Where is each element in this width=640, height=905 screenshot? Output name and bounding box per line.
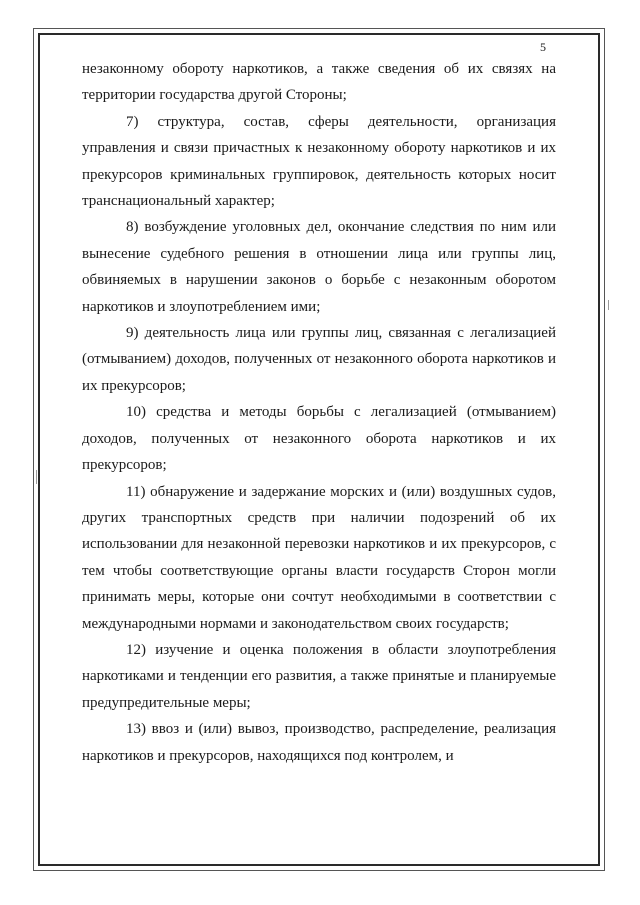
paragraph-item-9: 9) деятельность лица или группы лиц, связанная с легализацией (отмыванием) доходов, полученных от незаконного оборота наркотиков и их прекурсоров; <box>82 325 556 394</box>
paragraph-item-12: 12) изучение и оценка положения в области злоупотребления наркотиками и тенденции его развития, а также принятые и планируемые предупредительные меры; <box>82 641 556 711</box>
paragraph-item-10: 10) средства и методы борьбы с легализацией (отмыванием) доходов, полученных от незаконного оборота наркотиков и их прекурсоров; <box>82 404 556 474</box>
paragraph-item-11: 11) обнаружение и задержание морских и (или) воздушных судов, других транспортных средств при наличии подозрений об их использовании для незаконной перевозки наркотиков и их прекурсоров, с тем чтобы соответствующие органы власти государств Сторон могли принимать меры, которые они сочтут необходимыми в соответствии с международными нормами и законодательством своих государств; <box>82 483 556 632</box>
paragraph-continuation: незаконному обороту наркотиков, а также сведения об их связях на территории государства другой Стороны; <box>82 61 556 104</box>
document-body <box>82 56 556 769</box>
page-number: 5 <box>540 40 546 54</box>
scan-speck <box>608 300 609 310</box>
paragraph-item-8: 8) возбуждение уголовных дел, окончание следствия по ним или вынесение судебного решения в отношении лица или группы лиц, обвиняемых в нарушении законов о борьбе с незаконным оборотом наркотиков и злоупотреблением ими; <box>82 219 556 315</box>
scan-speck <box>36 470 37 484</box>
paragraph-item-7: 7) структура, состав, сферы деятельности, организация управления и связи причастных к незаконному обороту наркотиков и их прекурсоров криминальных группировок, деятельность которых носит транснациональный характер; <box>82 113 556 210</box>
paragraph-item-13: 13) ввоз и (или) вывоз, производство, распределение, реализация наркотиков и прекурсоров, находящихся под контролем, и <box>82 721 556 764</box>
